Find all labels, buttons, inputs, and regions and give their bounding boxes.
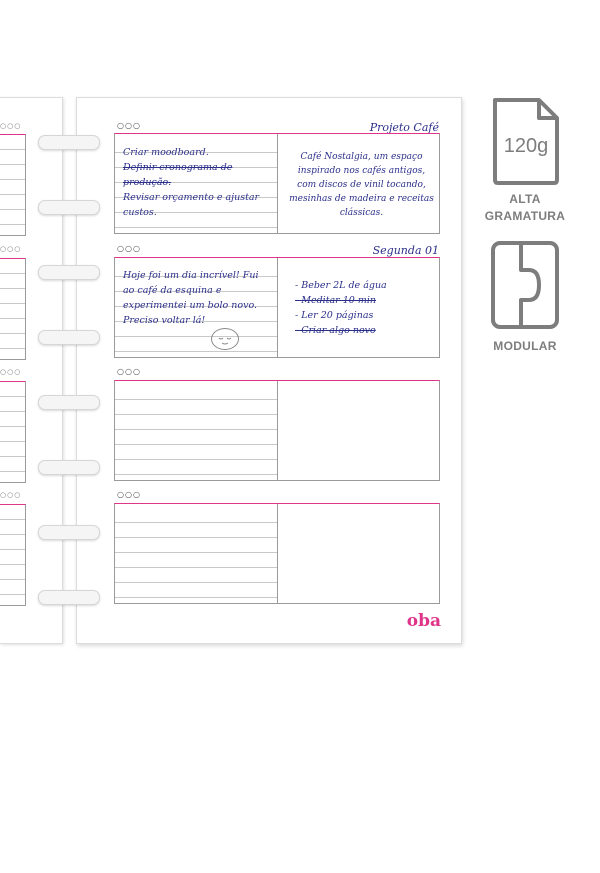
handwritten-lines — [123, 268, 273, 328]
habit-item: - Criar algo novo — [295, 325, 376, 336]
binder-ring — [38, 330, 100, 345]
handwritten-line: Definir cronograma de — [123, 162, 233, 173]
left-lined-block — [0, 381, 26, 483]
habit-item: - Meditar 10 min — [295, 295, 377, 306]
left-dots: ○○○ — [0, 245, 22, 253]
modular-puzzle-icon — [489, 240, 561, 334]
section-dots: ○○○ — [117, 121, 141, 130]
left-lined-block — [0, 258, 26, 360]
lined-area — [115, 258, 278, 357]
section-header: Projeto Café — [369, 121, 439, 134]
section-block — [114, 257, 440, 358]
feature-label-line: MODULAR — [493, 339, 557, 353]
planner-page — [76, 97, 462, 644]
left-dots: ○○○ — [0, 491, 22, 499]
section-block — [114, 380, 440, 481]
feature-label-line: GRAMATURA — [484, 209, 566, 223]
binder-ring — [38, 200, 100, 215]
handwritten-line: produção. — [123, 177, 172, 188]
left-lined-block — [0, 504, 26, 606]
section-dots: ○○○ — [117, 367, 141, 376]
handwritten-lines — [123, 145, 273, 220]
lined-area — [115, 504, 278, 603]
section-block — [114, 133, 440, 234]
left-lined-block — [0, 134, 26, 236]
binder-ring — [38, 265, 100, 280]
handwritten-line: Hoje foi um dia incrível! Fui — [123, 270, 259, 281]
smiley-doodle-icon — [211, 328, 239, 350]
left-page-edge — [0, 97, 63, 644]
handwritten-note: Café Nostalgia, um espaço inspirado nos cafés antigos, com discos de vinil tocando, mesinhas de madeira e receitas clássicas. — [289, 152, 434, 218]
section-dots: ○○○ — [117, 244, 141, 253]
feature-label-line: ALTA — [509, 192, 541, 206]
binder-ring — [38, 590, 100, 605]
section-block — [114, 503, 440, 604]
binder-ring — [38, 525, 100, 540]
modular-feature-label — [482, 338, 568, 355]
handwritten-line: experimentei um bolo novo. — [123, 300, 258, 311]
handwritten-line: ao café da esquina e — [123, 285, 222, 296]
lined-area — [115, 134, 278, 233]
section-dots: ○○○ — [117, 490, 141, 499]
handwritten-line: custos. — [123, 207, 157, 218]
paper-weight-badge: 120g — [503, 135, 549, 157]
habit-list — [295, 278, 387, 338]
habit-item: - Beber 2L de água — [295, 280, 387, 291]
lined-area — [115, 381, 278, 480]
left-dots: ○○○ — [0, 122, 22, 130]
handwritten-line: Revisar orçamento e ajustar — [123, 192, 260, 203]
brand-logo: oba — [406, 611, 441, 631]
left-dots: ○○○ — [0, 368, 22, 376]
habit-item: - Ler 20 páginas — [295, 310, 374, 321]
section-header: Segunda 01 — [372, 244, 439, 257]
handwritten-line: Preciso voltar lá! — [123, 315, 206, 326]
binder-ring — [38, 460, 100, 475]
weight-feature-label — [482, 191, 568, 225]
handwritten-line: Criar moodboard. — [123, 147, 209, 158]
binder-ring — [38, 135, 100, 150]
binder-ring — [38, 395, 100, 410]
